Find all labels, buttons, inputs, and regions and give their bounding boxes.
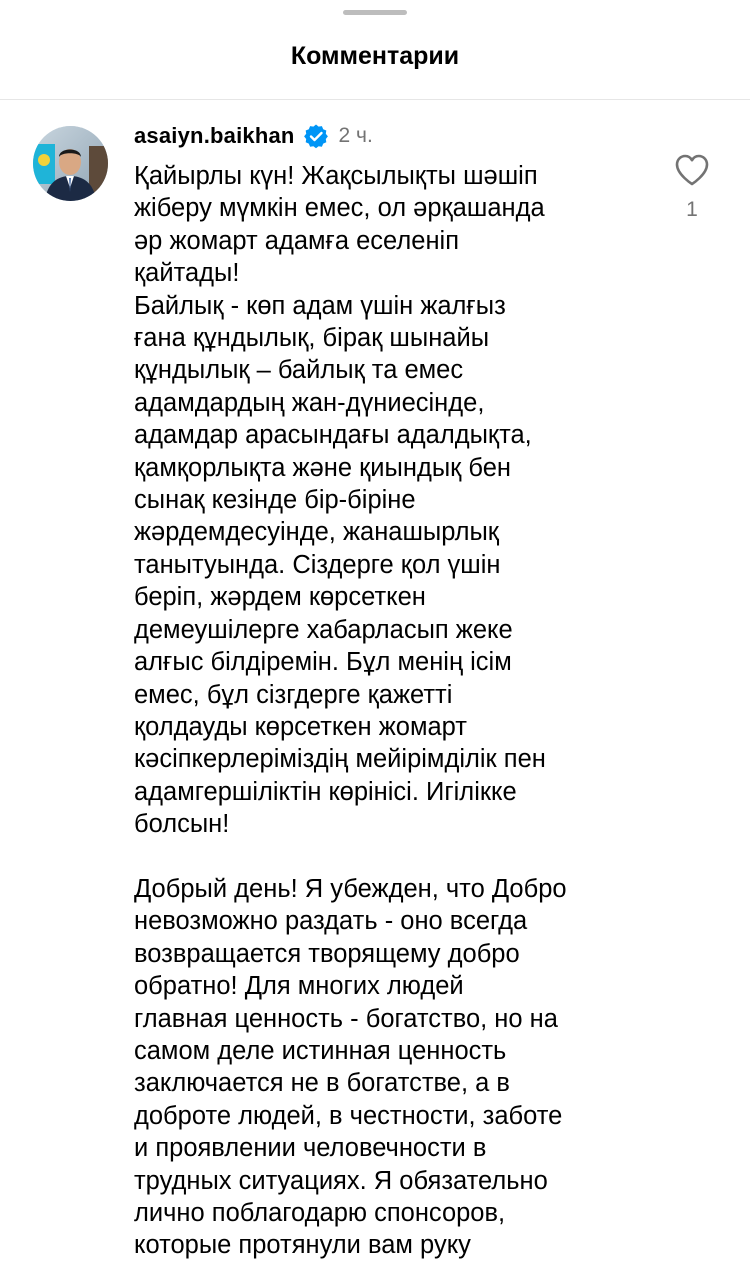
comment-line: ғана құндылық, бірақ шынайы bbox=[134, 324, 490, 353]
comment-line: Байлық - көп адам үшін жалғыз bbox=[134, 291, 506, 320]
comment-line: демеушілерге хабарласып жеке bbox=[134, 615, 513, 644]
comment-blank-line bbox=[134, 841, 654, 873]
comment-line: невозможно раздать - оно всегда bbox=[134, 907, 528, 936]
comment-line: лично поблагодарю спонсоров, bbox=[134, 1198, 506, 1227]
comment-line: которые протянули вам руку bbox=[134, 1231, 471, 1260]
username-link[interactable]: asaiyn.baikhan bbox=[134, 123, 295, 148]
comment-line: кәсіпкерлеріміздің мейірімділік пен bbox=[134, 745, 546, 774]
comment-line: сынақ кезінде бір-біріне bbox=[134, 486, 416, 515]
comment-line: самом деле истинная ценность bbox=[134, 1036, 507, 1065]
comment-line: қайтады! bbox=[134, 259, 240, 288]
comment-line: әр жомарт адамға еселеніп bbox=[134, 226, 460, 255]
comment-line: емес, бұл сізгдерге қажетті bbox=[134, 680, 453, 709]
comment-line: беріп, жәрдем көрсеткен bbox=[134, 583, 426, 612]
header-divider bbox=[0, 99, 750, 100]
comment-line: обратно! Для многих людей bbox=[134, 972, 464, 1001]
comment-line: адамгершіліктін көрінісі. Игілікке bbox=[134, 777, 517, 806]
comment-line: заключается не в богатстве, а в bbox=[134, 1069, 510, 1098]
comment-text bbox=[134, 160, 654, 1262]
comment-line: главная ценность - богатство, но на bbox=[134, 1004, 558, 1033]
heart-outline-icon bbox=[672, 150, 712, 190]
comment-line: жіберу мүмкін емес, ол әрқашанда bbox=[134, 194, 545, 223]
comment-line: құндылық – байлық та емес bbox=[134, 356, 464, 385]
user-avatar-photo bbox=[33, 126, 108, 201]
comment-line: Қайырлы күн! Жақсылықты шәшіп bbox=[134, 162, 538, 190]
comment-line: адамдар арасындағы адалдықта, bbox=[134, 421, 532, 450]
comment-line: танытуында. Сіздерге қол үшін bbox=[134, 550, 501, 579]
comment-line: возвращается творящему добро bbox=[134, 939, 520, 968]
comment-timestamp: 2 ч. bbox=[338, 124, 373, 147]
comment-line: жәрдемдесуінде, жанашырлық bbox=[134, 518, 499, 547]
sheet-title: Комментарии bbox=[290, 42, 460, 70]
comment-line: болсын! bbox=[134, 810, 230, 839]
comment-line: и проявлении человечности в bbox=[134, 1134, 487, 1163]
comment-header bbox=[134, 121, 373, 151]
comment-line: қолдауды көрсеткен жомарт bbox=[134, 712, 467, 741]
comment-line: қамқорлықта және қиындық бен bbox=[134, 453, 511, 482]
comment-line: алғыс білдіремін. Бұл менің ісім bbox=[134, 648, 512, 677]
comment-line: адамдардың жан-дүниесінде, bbox=[134, 388, 485, 417]
user-avatar[interactable] bbox=[33, 126, 108, 201]
like-count: 1 bbox=[686, 198, 698, 221]
verified-badge-icon bbox=[303, 123, 329, 149]
comment-line: Добрый день! Я убежден, что Добро bbox=[134, 874, 567, 903]
like-button[interactable] bbox=[672, 150, 712, 190]
comment-line: трудных ситуациях. Я обязательно bbox=[134, 1166, 548, 1195]
comment-line: доброте людей, в честности, заботе bbox=[134, 1101, 563, 1130]
drag-handle[interactable] bbox=[343, 10, 407, 15]
